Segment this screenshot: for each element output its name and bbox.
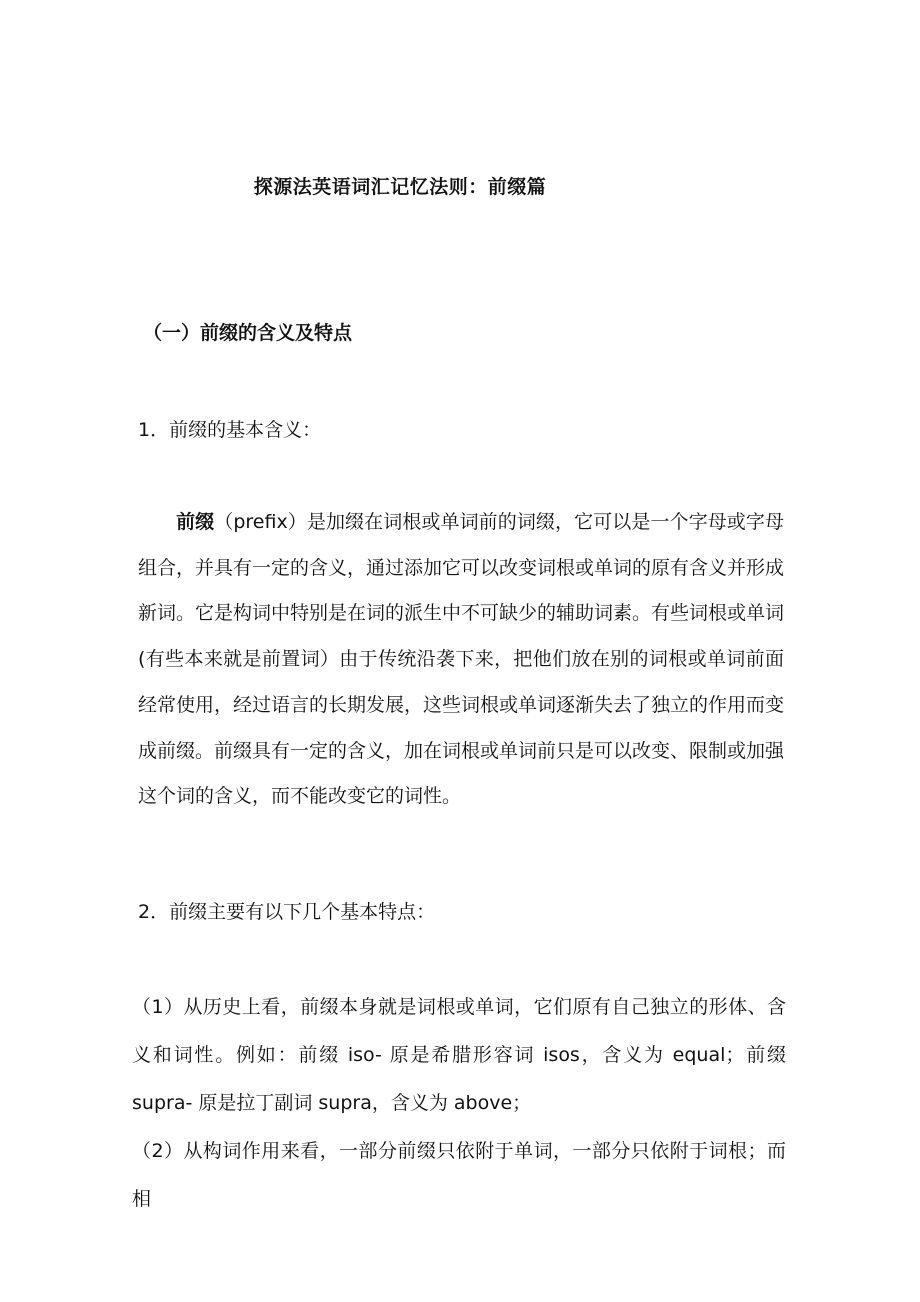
- document-title: 探源法英语词汇记忆法则：前缀篇: [253, 176, 547, 198]
- paragraph-prefix-definition: [138, 500, 784, 820]
- point-1-label: 1．前缀的基本含义：: [138, 419, 322, 441]
- prefix-term: 前缀: [176, 511, 215, 533]
- paragraph-text: （prefix）是加缀在词根或单词前的词缀，它可以是一个字母或字母组合，并具有一定的含义，通过添加它可以改变词根或单词的原有含义并形成新词。它是构词中特别是在词的派生中不可缺少的辅助词素。有些词根或单词(有些本来就是前置词）由于传统沿袭下来，把他们放在别的词根或单词前面经常使用，经过语言的长期发展，这些词根或单词逐渐失去了独立的作用而变成前缀。前缀具有一定的含义，加在词根或单词前只是可以改变、限制或加强这个词的含义，而不能改变它的词性。: [138, 511, 785, 808]
- list-item-2: （2）从构词作用来看，一部分前缀只依附于单词，一部分只依附于词根；而相: [132, 1140, 786, 1210]
- point-2-label: 2．前缀主要有以下几个基本特点：: [138, 901, 436, 923]
- list-item-1: （1）从历史上看，前缀本身就是词根或单词，它们原有自己独立的形体、含义和词性。例如：前缀 iso- 原是希腊形容词 isos，含义为 equal；前缀 supra- 原是拉丁副词 supra，含义为 above；: [132, 996, 786, 1114]
- section-heading: （一）前缀的含义及特点: [143, 322, 353, 344]
